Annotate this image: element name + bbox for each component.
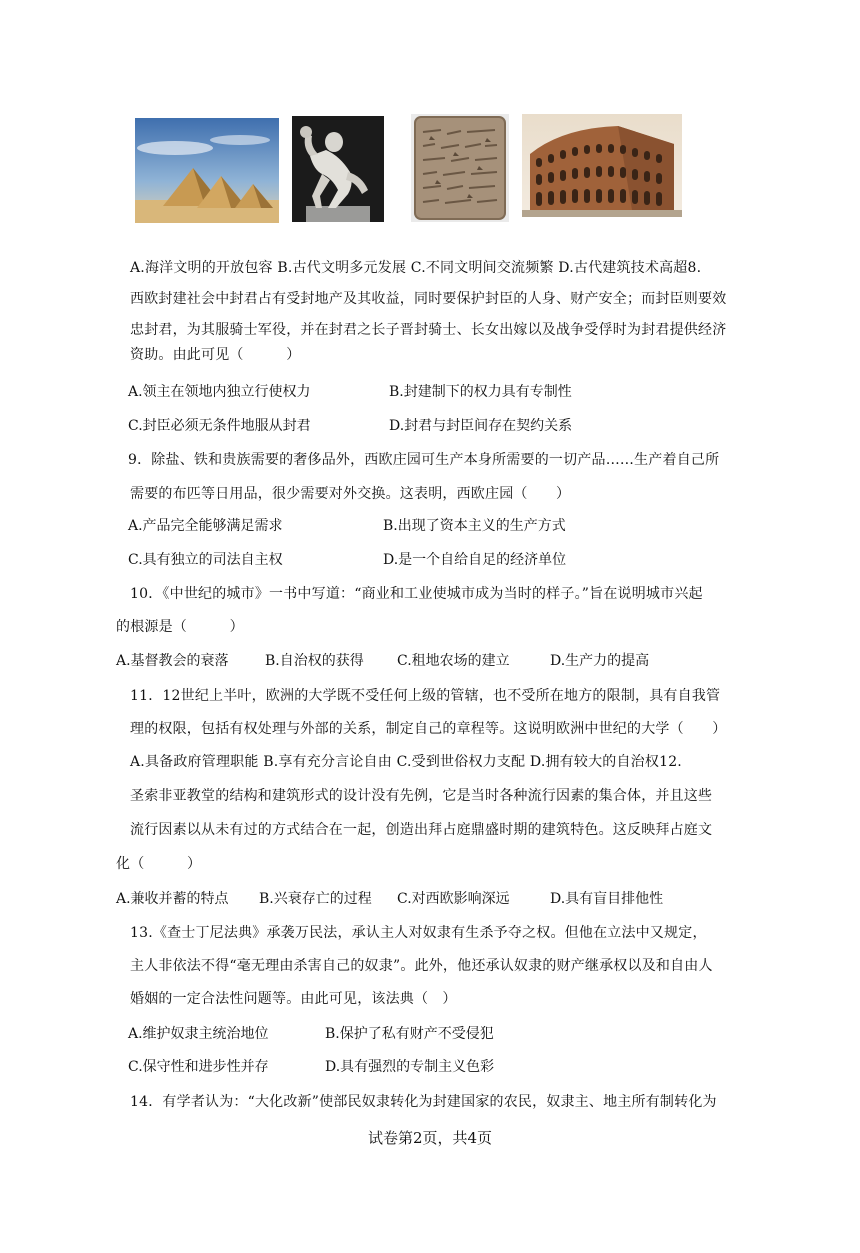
- q13-option-c[interactable]: C.保守性和进步性并存: [128, 1059, 269, 1075]
- q10-option-c[interactable]: C.租地农场的建立: [397, 653, 510, 669]
- q9-option-b[interactable]: B.出现了资本主义的生产方式: [383, 518, 566, 534]
- q10-option-b[interactable]: B.自治权的获得: [265, 653, 364, 669]
- q8-stem-line-2: 忠封君，为其服骑士军役，并在封君之长子晋封骑士、长女出嫁以及战争受俘时为封君提供经济: [130, 322, 727, 338]
- q8-option-d[interactable]: D.封君与封臣间存在契约关系: [389, 418, 573, 434]
- q9-option-c[interactable]: C.具有独立的司法自主权: [128, 552, 283, 568]
- q12-option-b[interactable]: B.兴衰存亡的过程: [259, 891, 372, 907]
- q12-option-d[interactable]: D.具有盲目排他性: [550, 891, 664, 907]
- q11-stem-line-2: 理的权限，包括有权处理与外部的关系，制定自己的章程等。这说明欧洲中世纪的大学（ ）: [130, 721, 727, 737]
- q10-option-a[interactable]: A.基督教会的衰落: [116, 653, 229, 669]
- q8-option-b[interactable]: B.封建制下的权力具有专制性: [389, 384, 572, 400]
- q9-stem-line-1: 9．除盐、铁和贵族需要的奢侈品外，西欧庄园可生产本身所需要的一切产品……生产着自己所: [128, 452, 720, 468]
- q13-option-a[interactable]: A.维护奴隶主统治地位: [128, 1026, 269, 1042]
- q9-option-a[interactable]: A.产品完全能够满足需求: [128, 518, 283, 534]
- q13-stem-line-1: 13.《查士丁尼法典》承袭万民法，承认主人对奴隶有生杀予夺之权。但他在立法中又规定，: [130, 925, 707, 941]
- q12-option-c[interactable]: C.对西欧影响深远: [397, 891, 510, 907]
- q10-option-d[interactable]: D.生产力的提高: [550, 653, 650, 669]
- q10-stem-line-1: 10．《中世纪的城市》一书中写道：“商业和工业使城市成为当时的样子。”旨在说明城市兴起: [130, 586, 703, 602]
- q8-option-c[interactable]: C.封臣必须无条件地服从封君: [128, 418, 311, 434]
- q13-stem-line-2: 主人非依法不得“毫无理由杀害自己的奴隶”。此外，他还承认奴隶的财产继承权以及和自由人: [130, 958, 713, 974]
- q13-option-d[interactable]: D.具有强烈的专制主义色彩: [325, 1059, 495, 1075]
- q11-options-line: A.具备政府管理职能 B.享有充分言论自由 C.受到世俗权力支配 D.拥有较大的自治权12.: [130, 754, 682, 770]
- q9-option-d[interactable]: D.是一个自给自足的经济单位: [383, 552, 567, 568]
- q12-stem-line-3: 化（ ）: [116, 856, 202, 872]
- q14-stem-line-1: 14．有学者认为：“大化改新”使部民奴隶转化为封建国家的农民，奴隶主、地主所有制转化为: [130, 1094, 717, 1110]
- q13-option-b[interactable]: B.保护了私有财产不受侵犯: [325, 1026, 494, 1042]
- colosseum-image: [522, 114, 682, 217]
- q11-stem-line-1: 11．12世纪上半叶，欧洲的大学既不受任何上级的管辖，也不受所在地方的限制，具有自我管: [130, 688, 721, 704]
- q10-stem-line-2: 的根源是（ ）: [116, 619, 244, 635]
- pyramids-image: [135, 118, 279, 223]
- q12-stem-line-2: 流行因素以从未有过的方式结合在一起，创造出拜占庭鼎盛时期的建筑特色。这反映拜占庭文: [130, 822, 713, 838]
- q8-stem-line-1: 西欧封建社会中封君占有受封地产及其收益，同时要保护封臣的人身、财产安全；而封臣则要效: [130, 291, 727, 307]
- q7-options-line: A.海洋文明的开放包容 B.古代文明多元发展 C.不同文明间交流频繁 D.古代建筑技术高超8.: [130, 260, 702, 276]
- q8-option-a[interactable]: A.领主在领地内独立行使权力: [128, 384, 311, 400]
- q8-stem-line-3: 资助。由此可见（ ）: [130, 347, 301, 363]
- q13-stem-line-3: 婚姻的一定合法性问题等。由此可见，该法典（ ）: [130, 991, 457, 1007]
- q12-stem-line-1: 圣索非亚教堂的结构和建筑形式的设计没有先例，它是当时各种流行因素的集合体，并且这些: [130, 788, 713, 804]
- discobolus-statue-image: [292, 116, 384, 222]
- cuneiform-tablet-image: [411, 114, 509, 222]
- q12-option-a[interactable]: A.兼收并蓄的特点: [116, 891, 229, 907]
- q9-stem-line-2: 需要的布匹等日用品，很少需要对外交换。这表明，西欧庄园（ ）: [130, 486, 571, 502]
- page-footer: 试卷第2页，共4页: [367, 1129, 493, 1147]
